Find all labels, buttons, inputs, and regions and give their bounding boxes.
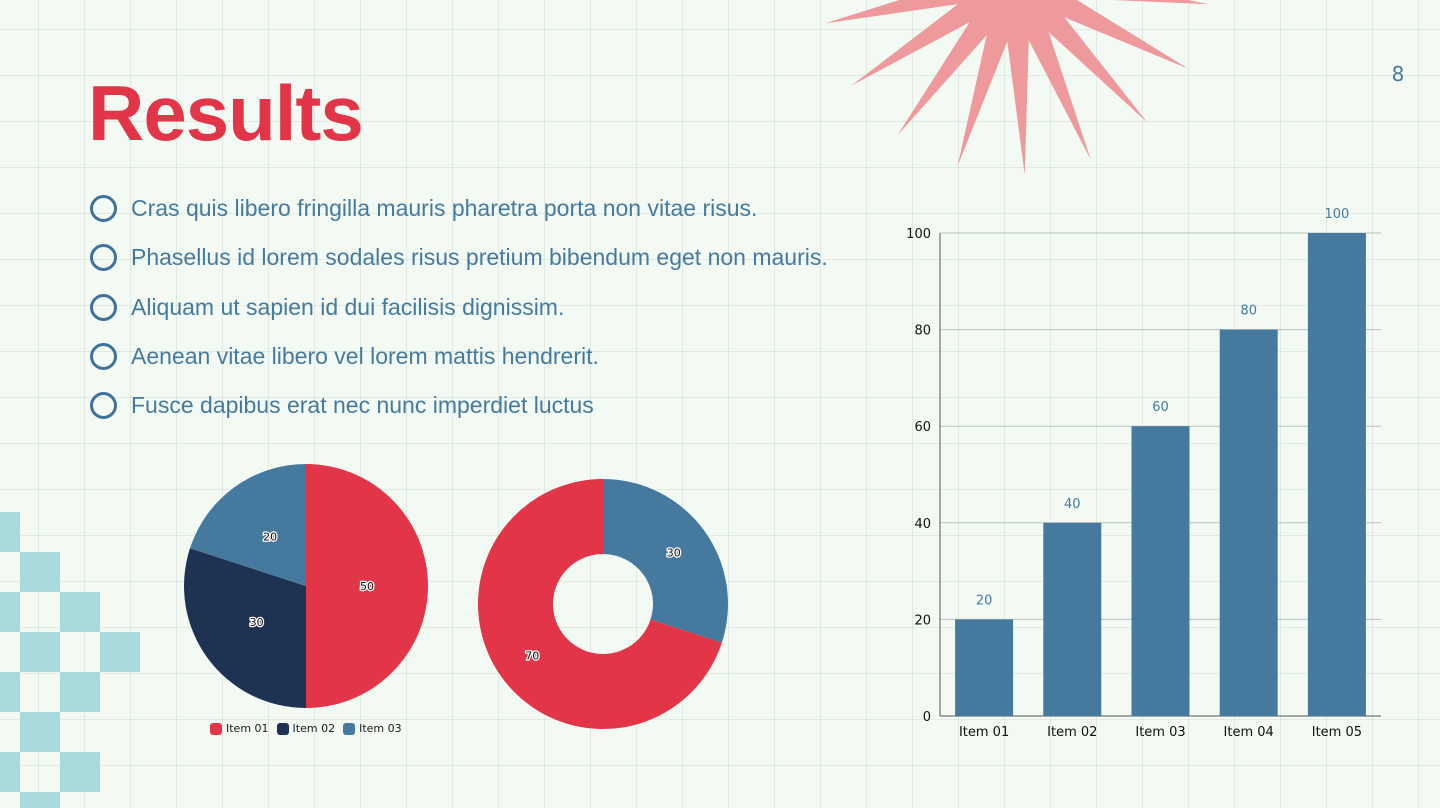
slide-title: Results [88, 69, 363, 157]
pie-data-label: 30 [249, 615, 264, 629]
legend-swatch [343, 723, 355, 735]
bar-data-label: 40 [1064, 496, 1081, 512]
bar [1043, 523, 1101, 716]
bullet-text: Aliquam ut sapien id dui facilisis dignissim. [131, 293, 565, 320]
bar-data-label: 100 [1324, 207, 1350, 222]
pie-data-label: 50 [360, 580, 374, 593]
bullet-text: Aenean vitae libero vel lorem mattis hendrerit. [131, 342, 599, 369]
bullet-text: Cras quis libero fringilla mauris pharetra porta non vitae risus. [131, 195, 758, 221]
bar-chart [906, 207, 1381, 740]
legend-label: Item 02 [292, 722, 336, 735]
bar [1308, 233, 1366, 716]
donut-data-label: 70 [525, 649, 540, 663]
page-number: 8 [1391, 62, 1405, 86]
y-tick-label: 100 [906, 227, 931, 242]
y-tick-label: 20 [914, 613, 931, 629]
y-tick-label: 0 [922, 710, 931, 725]
y-tick-label: 40 [914, 516, 931, 532]
bar-data-label: 60 [1152, 400, 1169, 416]
bullet-text: Fusce dapibus erat nec nunc imperdiet luctus [131, 392, 594, 419]
pie-legend [210, 722, 402, 735]
bullet-text: Phasellus id lorem sodales risus pretium bibendum eget non mauris. [131, 244, 828, 271]
y-tick-label: 80 [914, 323, 931, 339]
x-tick-label: Item 05 [1311, 725, 1363, 740]
legend-swatch [210, 723, 222, 735]
x-tick-label: Item 01 [958, 725, 1010, 740]
donut-chart [478, 479, 728, 729]
bar-data-label: 20 [975, 593, 993, 609]
x-tick-label: Item 02 [1047, 725, 1098, 740]
bar-data-label: 80 [1240, 303, 1257, 319]
legend-label: Item 03 [359, 722, 402, 735]
bar [1220, 330, 1278, 716]
bar [955, 619, 1013, 716]
x-tick-label: Item 04 [1223, 725, 1274, 740]
y-tick-label: 60 [914, 420, 931, 436]
x-tick-label: Item 03 [1135, 725, 1186, 740]
legend-item [210, 722, 269, 735]
donut-data-label: 30 [666, 546, 681, 560]
pie-chart [184, 464, 428, 708]
legend-item [277, 722, 336, 735]
legend-item [343, 722, 402, 735]
bar [1132, 426, 1190, 716]
donut-slice [603, 479, 728, 643]
legend-label: Item 01 [226, 722, 269, 735]
pie-data-label: 20 [263, 530, 278, 544]
legend-swatch [277, 723, 289, 735]
